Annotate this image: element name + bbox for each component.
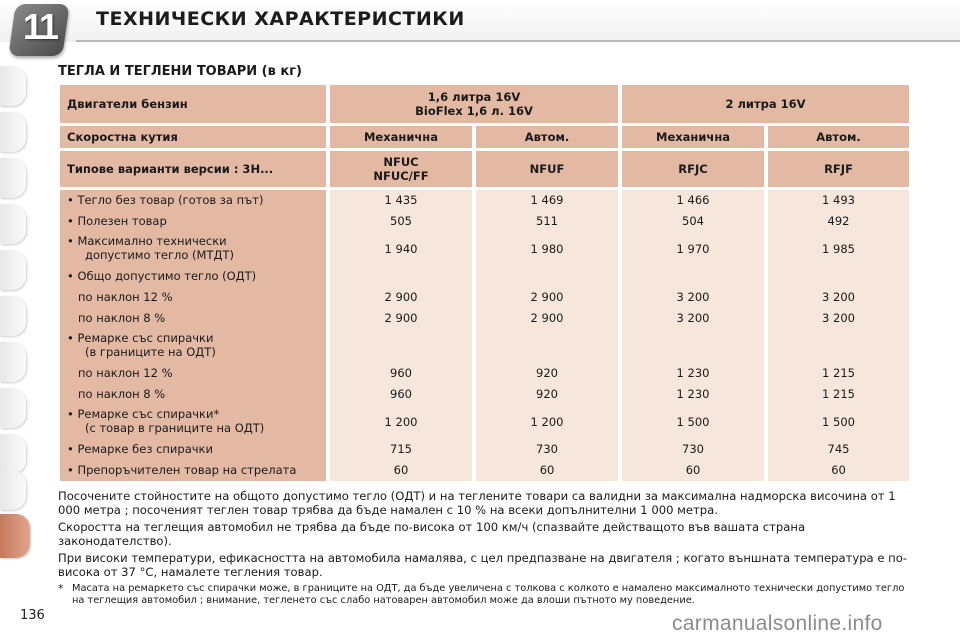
table-cell: 1 466: [676, 193, 710, 207]
table-cell: 1 980: [530, 242, 564, 256]
side-tab-1[interactable]: [0, 66, 26, 106]
table-cell: 3 200: [822, 290, 855, 304]
notes-block: [58, 490, 908, 607]
side-tab-9[interactable]: [0, 434, 26, 474]
engine-2-cell: 2 литра 16V: [622, 85, 909, 123]
table-cell: 920: [536, 366, 558, 380]
gearbox-row: [60, 126, 909, 148]
table-cell: 920: [536, 387, 558, 401]
table-cell: 3 200: [676, 311, 710, 325]
variant-1-line2: NFUC/FF: [373, 169, 429, 183]
row-label: • Препоръчителен товар на стрелата: [67, 463, 297, 477]
table-cell: 745: [827, 442, 850, 456]
table-cell: 60: [685, 463, 701, 477]
table-cell: 1 200: [384, 415, 418, 429]
data-body-row: [60, 190, 909, 481]
table-cell: 492: [827, 214, 850, 228]
values-column-3: [622, 190, 764, 481]
variant-1-line1: NFUC: [383, 155, 419, 169]
table-cell: 960: [390, 387, 412, 401]
row-label: • Полезен товар: [67, 214, 167, 228]
table-cell: 1 500: [676, 415, 710, 429]
table-cell: 2 900: [530, 290, 564, 304]
table-cell: 1 469: [530, 193, 564, 207]
page-title: ТЕХНИЧЕСКИ ХАРАКТЕРИСТИКИ: [96, 8, 465, 30]
values-column-2: [476, 190, 618, 481]
values-column-4: [768, 190, 909, 481]
table-cell: 2 900: [384, 290, 418, 304]
table-cell: 1 215: [822, 366, 855, 380]
header-divider: [76, 40, 960, 42]
chapter-number: 11: [22, 6, 58, 47]
table-cell: 3 200: [822, 311, 855, 325]
gearbox-1: Механична: [330, 126, 472, 148]
table-cell: 60: [831, 463, 846, 477]
specs-table: [56, 82, 913, 484]
engine-1-line2: BioFlex 1,6 л. 16V: [415, 104, 533, 118]
section-title: ТЕГЛА И ТЕГЛЕНИ ТОВАРИ (в кг): [58, 64, 302, 79]
side-tab-5[interactable]: [0, 250, 26, 290]
table-cell: 1 493: [822, 193, 855, 207]
table-cell: [330, 329, 472, 363]
row-label: • Максимално технически допустимо тегло (МТДТ): [67, 234, 234, 262]
row-label: • Ремарке със спирачки (в границите на ОДТ): [67, 331, 216, 359]
table-cell: 1 985: [822, 242, 855, 256]
variant-1-cell: [330, 151, 472, 187]
variant-4: RFJF: [768, 151, 909, 187]
side-tab-4[interactable]: [0, 204, 26, 244]
engine-1-line1: 1,6 литра 16V: [427, 90, 521, 104]
table-cell: [476, 266, 618, 287]
footnote-text: Масата на ремаркето със спирачки може, в границите на ОДТ, да бъде увеличена с толкова с колкото е намалено максималното технически допустимо тегло на теглещия автомобил ; внимание, тегленето със слабо натоварен автомобил може да влоши пътното му поведение.: [72, 583, 905, 606]
table-cell: 1 230: [676, 387, 710, 401]
table-cell: 1 230: [676, 366, 710, 380]
table-cell: [622, 329, 764, 363]
table-cell: 960: [390, 366, 412, 380]
table-cell: 60: [539, 463, 555, 477]
row-labels-column: [60, 190, 326, 481]
gearbox-3: Механична: [622, 126, 764, 148]
row-label: по наклон 8 %: [78, 311, 166, 325]
table-cell: 60: [393, 463, 409, 477]
row-label: по наклон 12 %: [78, 366, 173, 380]
table-cell: 730: [682, 442, 704, 456]
note-altitude: Посочените стойностите на общото допустимо тегло (ОДТ) и на тегленитe товари са валидни за максимална надморска височина от 1 000 метра ; посоченият теглен товар трябва да бъде намален с 10 % на всеки допълнителни 1 000 метра.: [58, 489, 896, 517]
table-cell: [622, 266, 764, 287]
footnote-marker: *: [58, 582, 64, 595]
table-cell: 1 215: [822, 387, 855, 401]
values-column-1: [330, 190, 472, 481]
table-cell: 715: [390, 442, 412, 456]
watermark: carmanualsonline.info: [672, 612, 883, 635]
side-tab-3[interactable]: [0, 158, 26, 198]
row-label: • Общо допустимо тегло (ОДТ): [67, 269, 257, 283]
variant-row: [60, 151, 909, 187]
table-cell: 504: [682, 214, 704, 228]
row-label: по наклон 12 %: [78, 290, 173, 304]
footnote: [58, 583, 908, 607]
row-label: • Тегло без товар (готов за път): [67, 193, 264, 207]
table-cell: [768, 329, 909, 363]
table-cell: 1 970: [676, 242, 710, 256]
engine-1-cell: [330, 85, 618, 123]
table-cell: 3 200: [676, 290, 710, 304]
gearbox-2: Автом.: [476, 126, 618, 148]
side-tab-6[interactable]: [0, 296, 26, 336]
row-label: • Ремарке без спирачки: [67, 442, 213, 456]
table-cell: [476, 329, 618, 363]
table-cell: 2 900: [384, 311, 418, 325]
variant-label: Типове варианти версии : 3H...: [60, 151, 326, 187]
page-number: 136: [20, 608, 45, 623]
table-cell: 511: [536, 214, 558, 228]
gearbox-label: Скоростна кутия: [60, 126, 326, 148]
side-tab-2[interactable]: [0, 112, 26, 152]
table-cell: 505: [390, 214, 412, 228]
table-cell: [768, 266, 909, 287]
row-label: • Ремарке със спирачки* (с товар в границите на ОДТ): [67, 407, 265, 435]
variant-2: NFUF: [476, 151, 618, 187]
engine-label: Двигатели бензин: [60, 85, 326, 123]
variant-3: RFJC: [622, 151, 764, 187]
side-tab-7[interactable]: [0, 342, 26, 382]
table-cell: 1 940: [384, 242, 418, 256]
engine-row: [60, 85, 909, 123]
row-label: по наклон 8 %: [78, 387, 166, 401]
note-speed: Скоростта на теглещия автомобил не трябва да бъде по-висока от 100 км/ч (спазвайте действащото във вашата страна законодателство).: [58, 520, 806, 548]
side-tab-8[interactable]: [0, 388, 26, 428]
table-cell: 1 200: [530, 415, 564, 429]
table-cell: [330, 266, 472, 287]
gearbox-4: Автом.: [768, 126, 909, 148]
table-cell: 1 435: [384, 193, 418, 207]
table-cell: 730: [536, 442, 558, 456]
table-cell: 2 900: [530, 311, 564, 325]
side-tab-active[interactable]: [0, 514, 30, 558]
table-cell: 1 500: [822, 415, 855, 429]
side-tab-10[interactable]: [0, 470, 26, 510]
note-temperature: При високи температури, ефикасността на автомобила намалява, с цел предпазване на двигателя ; когато външната температура е по-висока от 37 °C, намалете тегления товар.: [58, 551, 908, 579]
